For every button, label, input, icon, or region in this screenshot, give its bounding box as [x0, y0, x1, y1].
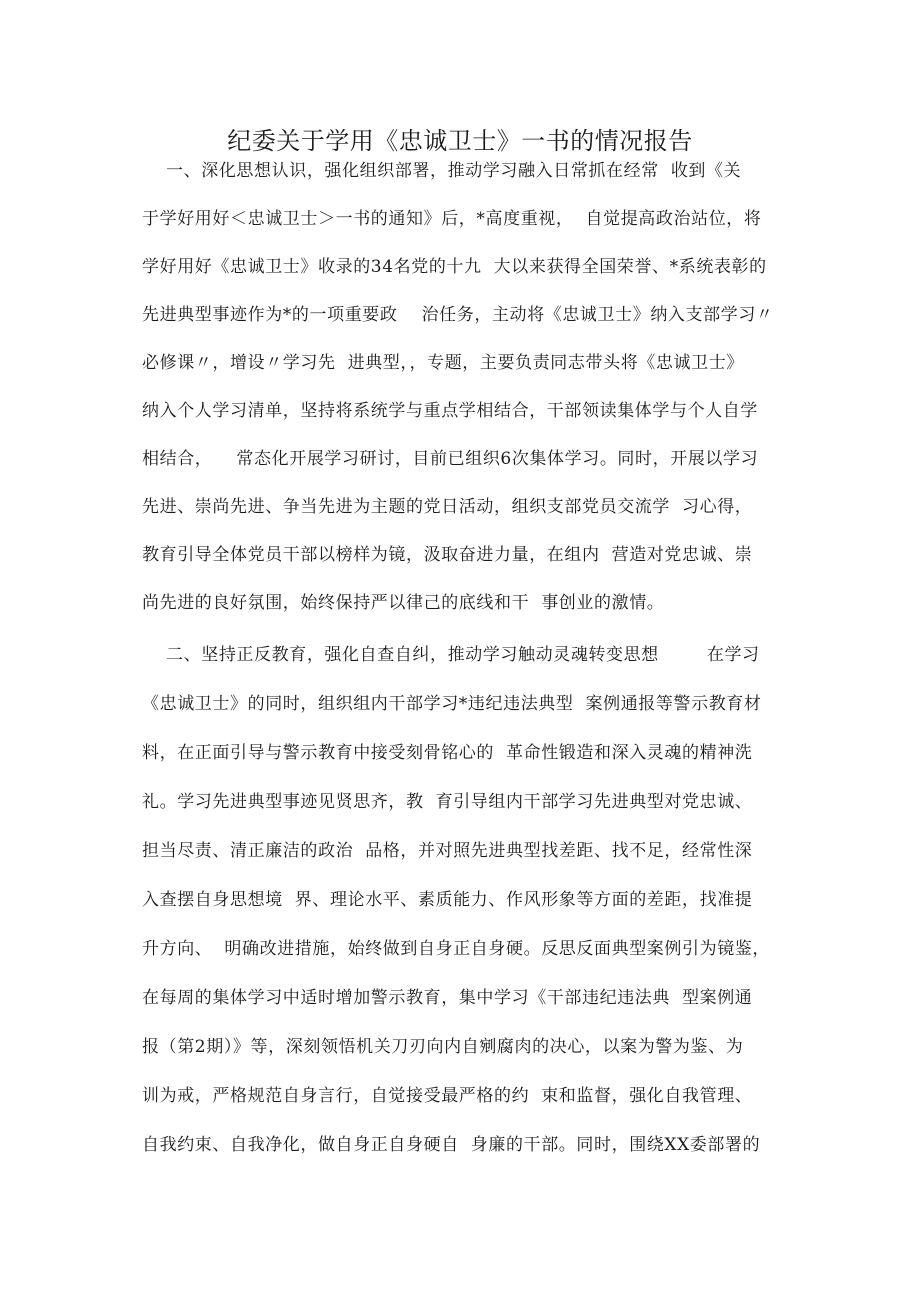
paragraph-line: 料，在正面引导与警示教育中接受刻骨铭心的 革命性锻造和深入灵魂的精神洗	[142, 743, 753, 763]
paragraph-line: 学好用好《忠诚卫士》收录的34名党的十九 大以来获得全国荣誉、*系统表彰的	[142, 257, 767, 277]
paragraph-line: 一、深化思想认识，强化组织部署，推动学习融入日常抓在经常 收到《关	[142, 161, 742, 181]
paragraph-line: 相结合， 常态化开展学习研讨，目前已组织6次集体学习。同时，开展以学习	[142, 449, 759, 469]
paragraph-line: 于学好用好＜忠诚卫士＞一书的通知》后，*高度重视， 自觉提高政治站位，将	[142, 209, 762, 229]
paragraph-line: 训为戒，严格规范自身言行，自觉接受最严格的约 束和监督，强化自我管理、	[142, 1086, 753, 1106]
paragraph-line: 在每周的集体学习中适时增加警示教育，集中学习《干部违纪违法典 型案例通	[142, 988, 753, 1008]
paragraph-line: 报（第2期）》等，深刻领悟机关刀刃向内自剜腐肉的决心，以案为警为鉴、为	[142, 1037, 744, 1057]
paragraph-line: 二、坚持正反教育，强化自查自纠，推动学习触动灵魂转变思想 在学习	[142, 645, 760, 665]
paragraph-line: 《忠诚卫士》的同时，组织组内干部学习*违纪违法典型 案例通报等警示教育材	[142, 694, 762, 714]
paragraph-line: 先进典型事迹作为*的一项重要政 治任务，主动将《忠诚卫士》纳入支部学习〃	[142, 305, 774, 325]
paragraph-line: 纳入个人学习清单，坚持将系统学与重点学相结合，干部领读集体学与个人自学	[142, 401, 758, 421]
paragraph-line: 礼。学习先进典型事迹见贤思齐，教 育引导组内干部学习先进典型对党忠诚、	[142, 792, 753, 812]
paragraph-line: 先进、崇尚先进、争当先进为主题的党日活动，组织支部党员交流学 习心得，	[142, 497, 753, 517]
paragraph-line: 教育引导全体党员干部以榜样为镜，汲取奋进力量，在组内 营造对党忠诚、崇	[142, 545, 753, 565]
paragraph-line: 自我约束、自我净化，做自身正自身硬自 身廉的干部。同时，围绕XX委部署的	[142, 1135, 761, 1155]
paragraph-line: 升方向、 明确改进措施，始终做到自身正自身硬。反思反面典型案例引为镜鉴，	[142, 939, 771, 959]
paragraph-line: 尚先进的良好氛围，始终保持严以律己的底线和干 事创业的激情。	[142, 593, 665, 613]
paragraph-line: 必修课〃，增设〃学习先 进典型，，专题，主要负责同志带头将《忠诚卫士》	[142, 353, 744, 373]
paragraph-line: 入查摆自身思想境 界、理论水平、素质能力、作风形象等方面的差距，找准提	[142, 890, 753, 910]
paragraph-line: 担当尽责、清正廉洁的政治 品格，并对照先进典型找差距、找不足，经常性深	[142, 841, 753, 861]
document-title: 纪委关于学用《忠诚卫士》一书的情况报告	[227, 127, 693, 155]
